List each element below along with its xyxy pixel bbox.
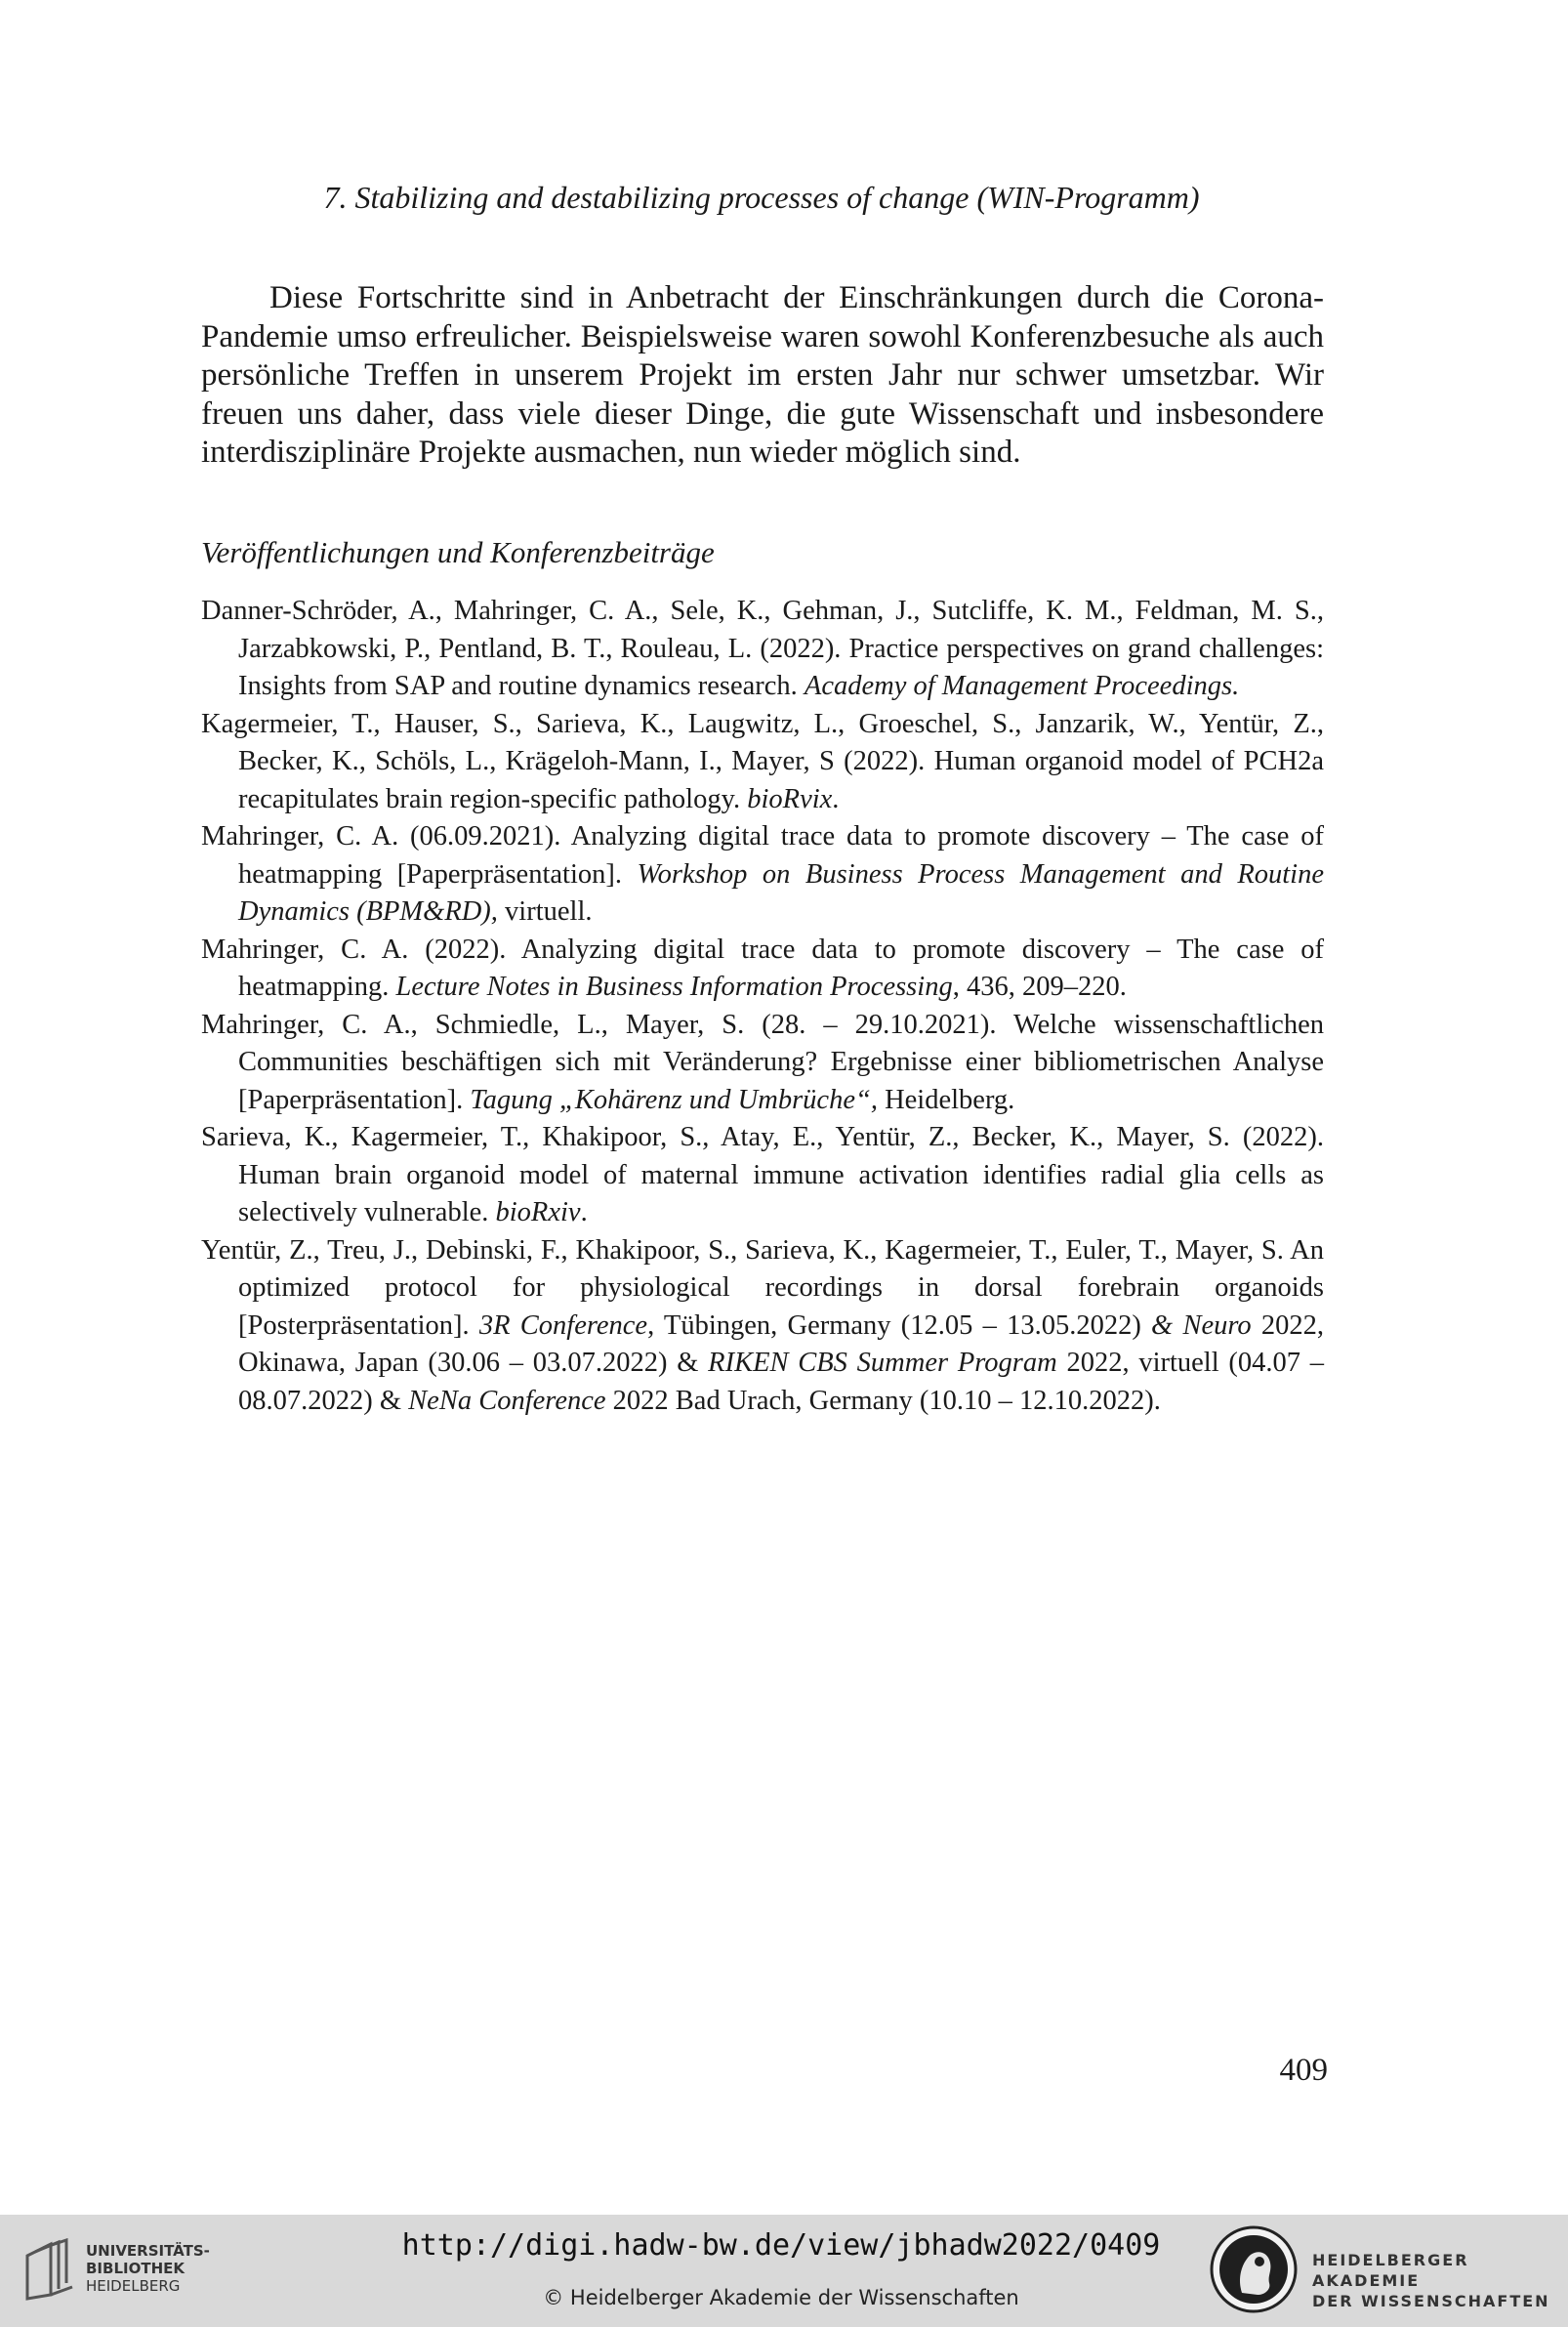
academy-logo[interactable]	[1209, 2224, 1550, 2318]
library-book-icon	[21, 2238, 78, 2303]
reference-item: Sarieva, K., Kagermeier, T., Khakipoor, S., Atay, E., Yentür, Z., Becker, K., Mayer, S. (2022). Human brain organoid model of maternal immune activation identifies radial glia cells as selectively vulnerable. bioRxiv.	[201, 1122, 1324, 1227]
running-head: 7. Stabilizing and destabilizing processes of change (WIN-Programm)	[323, 180, 1200, 215]
source-url-link[interactable]: http://digi.hadw-bw.de/view/jbhadw2022/0409	[401, 2228, 1161, 2263]
reference-item: Yentür, Z., Treu, J., Debinski, F., Khakipoor, S., Sarieva, K., Kagermeier, T., Euler, T., Mayer, S. An optimized protocol for physiological recordings in dorsal forebrain organoids [Posterpräsentation]. 3R Conference, Tübingen, Germany (12.05 – 13.05.2022) & Neuro 2022, Okinawa, Japan (30.06 – 03.07.2022) & RIKEN CBS Summer Program 2022, virtuell (04.07 – 08.07.2022) & NeNa Conference 2022 Bad Urach, Germany (10.10 – 12.10.2022).	[201, 1234, 1324, 1416]
copyright-notice: © Heidelberger Akademie der Wissenschaften	[543, 2286, 1019, 2309]
reference-item: Kagermeier, T., Hauser, S., Sarieva, K., Laugwitz, L., Groeschel, S., Janzarik, W., Yentür, Z., Becker, K., Schöls, L., Krägeloh-Mann, I., Mayer, S (2022). Human organoid model of PCH2a recapitulates brain region-specific pathology. bioRvix.	[201, 708, 1324, 814]
reference-item: Mahringer, C. A. (06.09.2021). Analyzing digital trace data to promote discovery – The case of heatmapping [Paperpräsentation]. Workshop on Business Process Management and Routine Dynamics (BPM&RD), virtuell.	[201, 821, 1324, 927]
body-paragraph: Diese Fortschritte sind in Anbetracht der Einschränkungen durch die Corona-Pandemie umso erfreulicher. Beispielsweise waren sowohl Konferenzbesuche als auch persönliche Treffen in unserem Projekt im ersten Jahr nur schwer umsetzbar. Wir freuen uns daher, dass viele dieser Dinge, die gute Wissenschaft und insbesondere interdisziplinäre Projekte ausmachen, nun wieder möglich sind.	[201, 280, 1324, 470]
page-number: 409	[1279, 2053, 1328, 2088]
university-library-logo[interactable]	[21, 2234, 217, 2308]
reference-item: Mahringer, C. A. (2022). Analyzing digital trace data to promote discovery – The case of heatmapping. Lecture Notes in Business Information Processing, 436, 209–220.	[201, 934, 1324, 1002]
reference-list	[201, 593, 1324, 1420]
university-library-name: UNIVERSITÄTS- BIBLIOTHEK HEIDELBERG	[86, 2242, 210, 2295]
academy-name: HEIDELBERGER AKADEMIE DER WISSENSCHAFTEN	[1312, 2251, 1550, 2310]
reference-item: Danner-Schröder, A., Mahringer, C. A., Sele, K., Gehman, J., Sutcliffe, K. M., Feldman, M. S., Jarzabkowski, P., Pentland, B. T., Rouleau, L. (2022). Practice perspectives on grand challenges: Insights from SAP and routine dynamics research. Academy of Management Proceedings.	[201, 596, 1324, 701]
academy-seal-icon	[1209, 2224, 1299, 2314]
reference-item: Mahringer, C. A., Schmiedle, L., Mayer, S. (28. – 29.10.2021). Welche wissenschaftlichen Communities beschäftigen sich mit Veränderung? Ergebnisse einer bibliometrischen Analyse [Paperpräsentation]. Tagung „Kohärenz und Umbrüche“, Heidelberg.	[201, 1009, 1324, 1115]
footer-bar	[0, 2215, 1568, 2327]
section-heading: Veröffentlichungen und Konferenzbeiträge	[201, 535, 715, 569]
